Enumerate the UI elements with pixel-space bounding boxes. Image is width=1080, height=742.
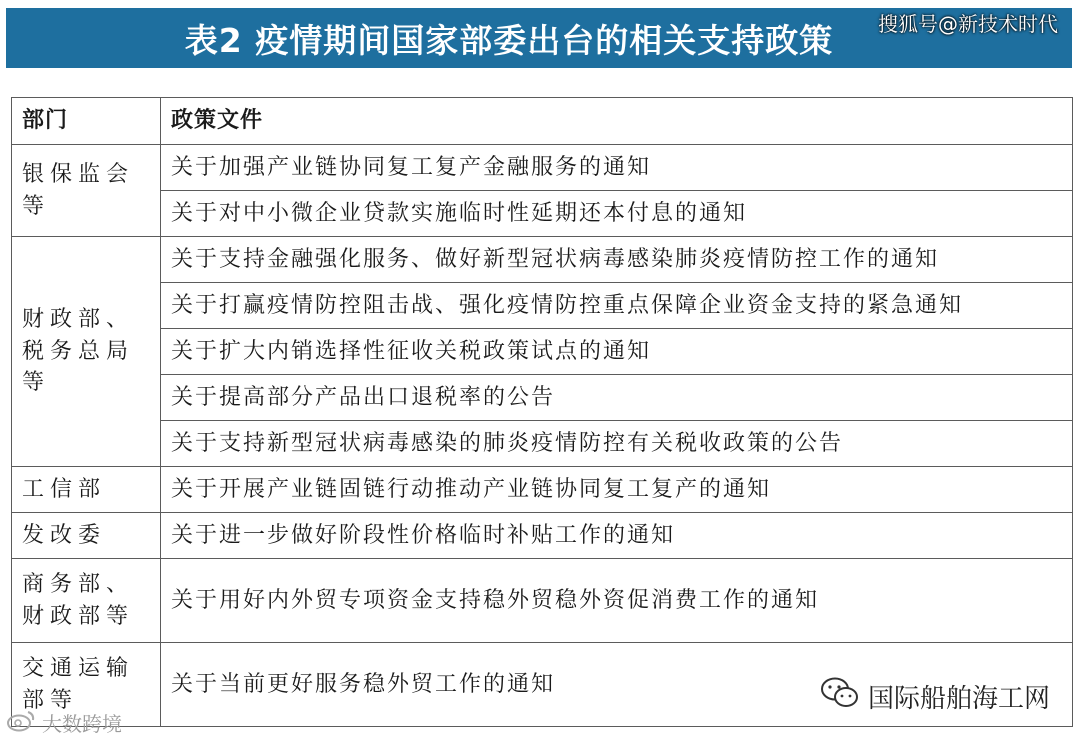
- table-row: [12, 145, 1073, 191]
- weibo-watermark-text: 大数跨境: [42, 712, 122, 736]
- policy-cell: 关于用好内外贸专项资金支持稳外贸稳外资促消费工作的通知: [161, 559, 1073, 643]
- source-watermark: 搜狐号@新技术时代: [878, 12, 1058, 36]
- policy-table: [11, 97, 1073, 727]
- table-row: [12, 513, 1073, 559]
- column-header-policy: 政策文件: [161, 98, 1073, 145]
- policy-cell: 关于开展产业链固链行动推动产业链协同复工复产的通知: [161, 467, 1073, 513]
- department-cell: 商务部、财政部等: [12, 559, 161, 643]
- department-cell: 交通运输部等: [12, 643, 161, 727]
- table-row: [12, 375, 1073, 421]
- department-cell: 工信部: [12, 467, 161, 513]
- policy-cell: 关于进一步做好阶段性价格临时补贴工作的通知: [161, 513, 1073, 559]
- wechat-watermark: [820, 676, 1050, 717]
- weibo-watermark: [6, 708, 122, 737]
- department-cell: 财政部、税务总局等: [12, 237, 161, 467]
- policy-cell: 关于提高部分产品出口退税率的公告: [161, 375, 1073, 421]
- weibo-icon: [6, 708, 36, 737]
- wechat-watermark-text: 国际船舶海工网: [867, 684, 1050, 714]
- department-cell: 发改委: [12, 513, 161, 559]
- table-row: [12, 467, 1073, 513]
- policy-cell: 关于扩大内销选择性征收关税政策试点的通知: [161, 329, 1073, 375]
- table-row: [12, 559, 1073, 643]
- table-row: [12, 329, 1073, 375]
- policy-cell: 关于支持金融强化服务、做好新型冠状病毒感染肺炎疫情防控工作的通知: [161, 237, 1073, 283]
- policy-cell: 关于对中小微企业贷款实施临时性延期还本付息的通知: [161, 191, 1073, 237]
- policy-cell: 关于打赢疫情防控阻击战、强化疫情防控重点保障企业资金支持的紧急通知: [161, 283, 1073, 329]
- policy-cell: 关于支持新型冠状病毒感染的肺炎疫情防控有关税收政策的公告: [161, 421, 1073, 467]
- table-row: [12, 191, 1073, 237]
- table-row: [12, 237, 1073, 283]
- table-row: [12, 421, 1073, 467]
- wechat-icon: [820, 676, 860, 717]
- page-title: 表2 疫情期间国家部委出台的相关支持政策: [184, 20, 834, 60]
- table-header-row: [12, 98, 1073, 145]
- column-header-department: 部门: [12, 98, 161, 145]
- table-row: [12, 283, 1073, 329]
- department-cell: 银保监会等: [12, 145, 161, 237]
- policy-cell: 关于加强产业链协同复工复产金融服务的通知: [161, 145, 1073, 191]
- policy-cell: 关于当前更好服务稳外贸工作的通知: [161, 643, 1073, 727]
